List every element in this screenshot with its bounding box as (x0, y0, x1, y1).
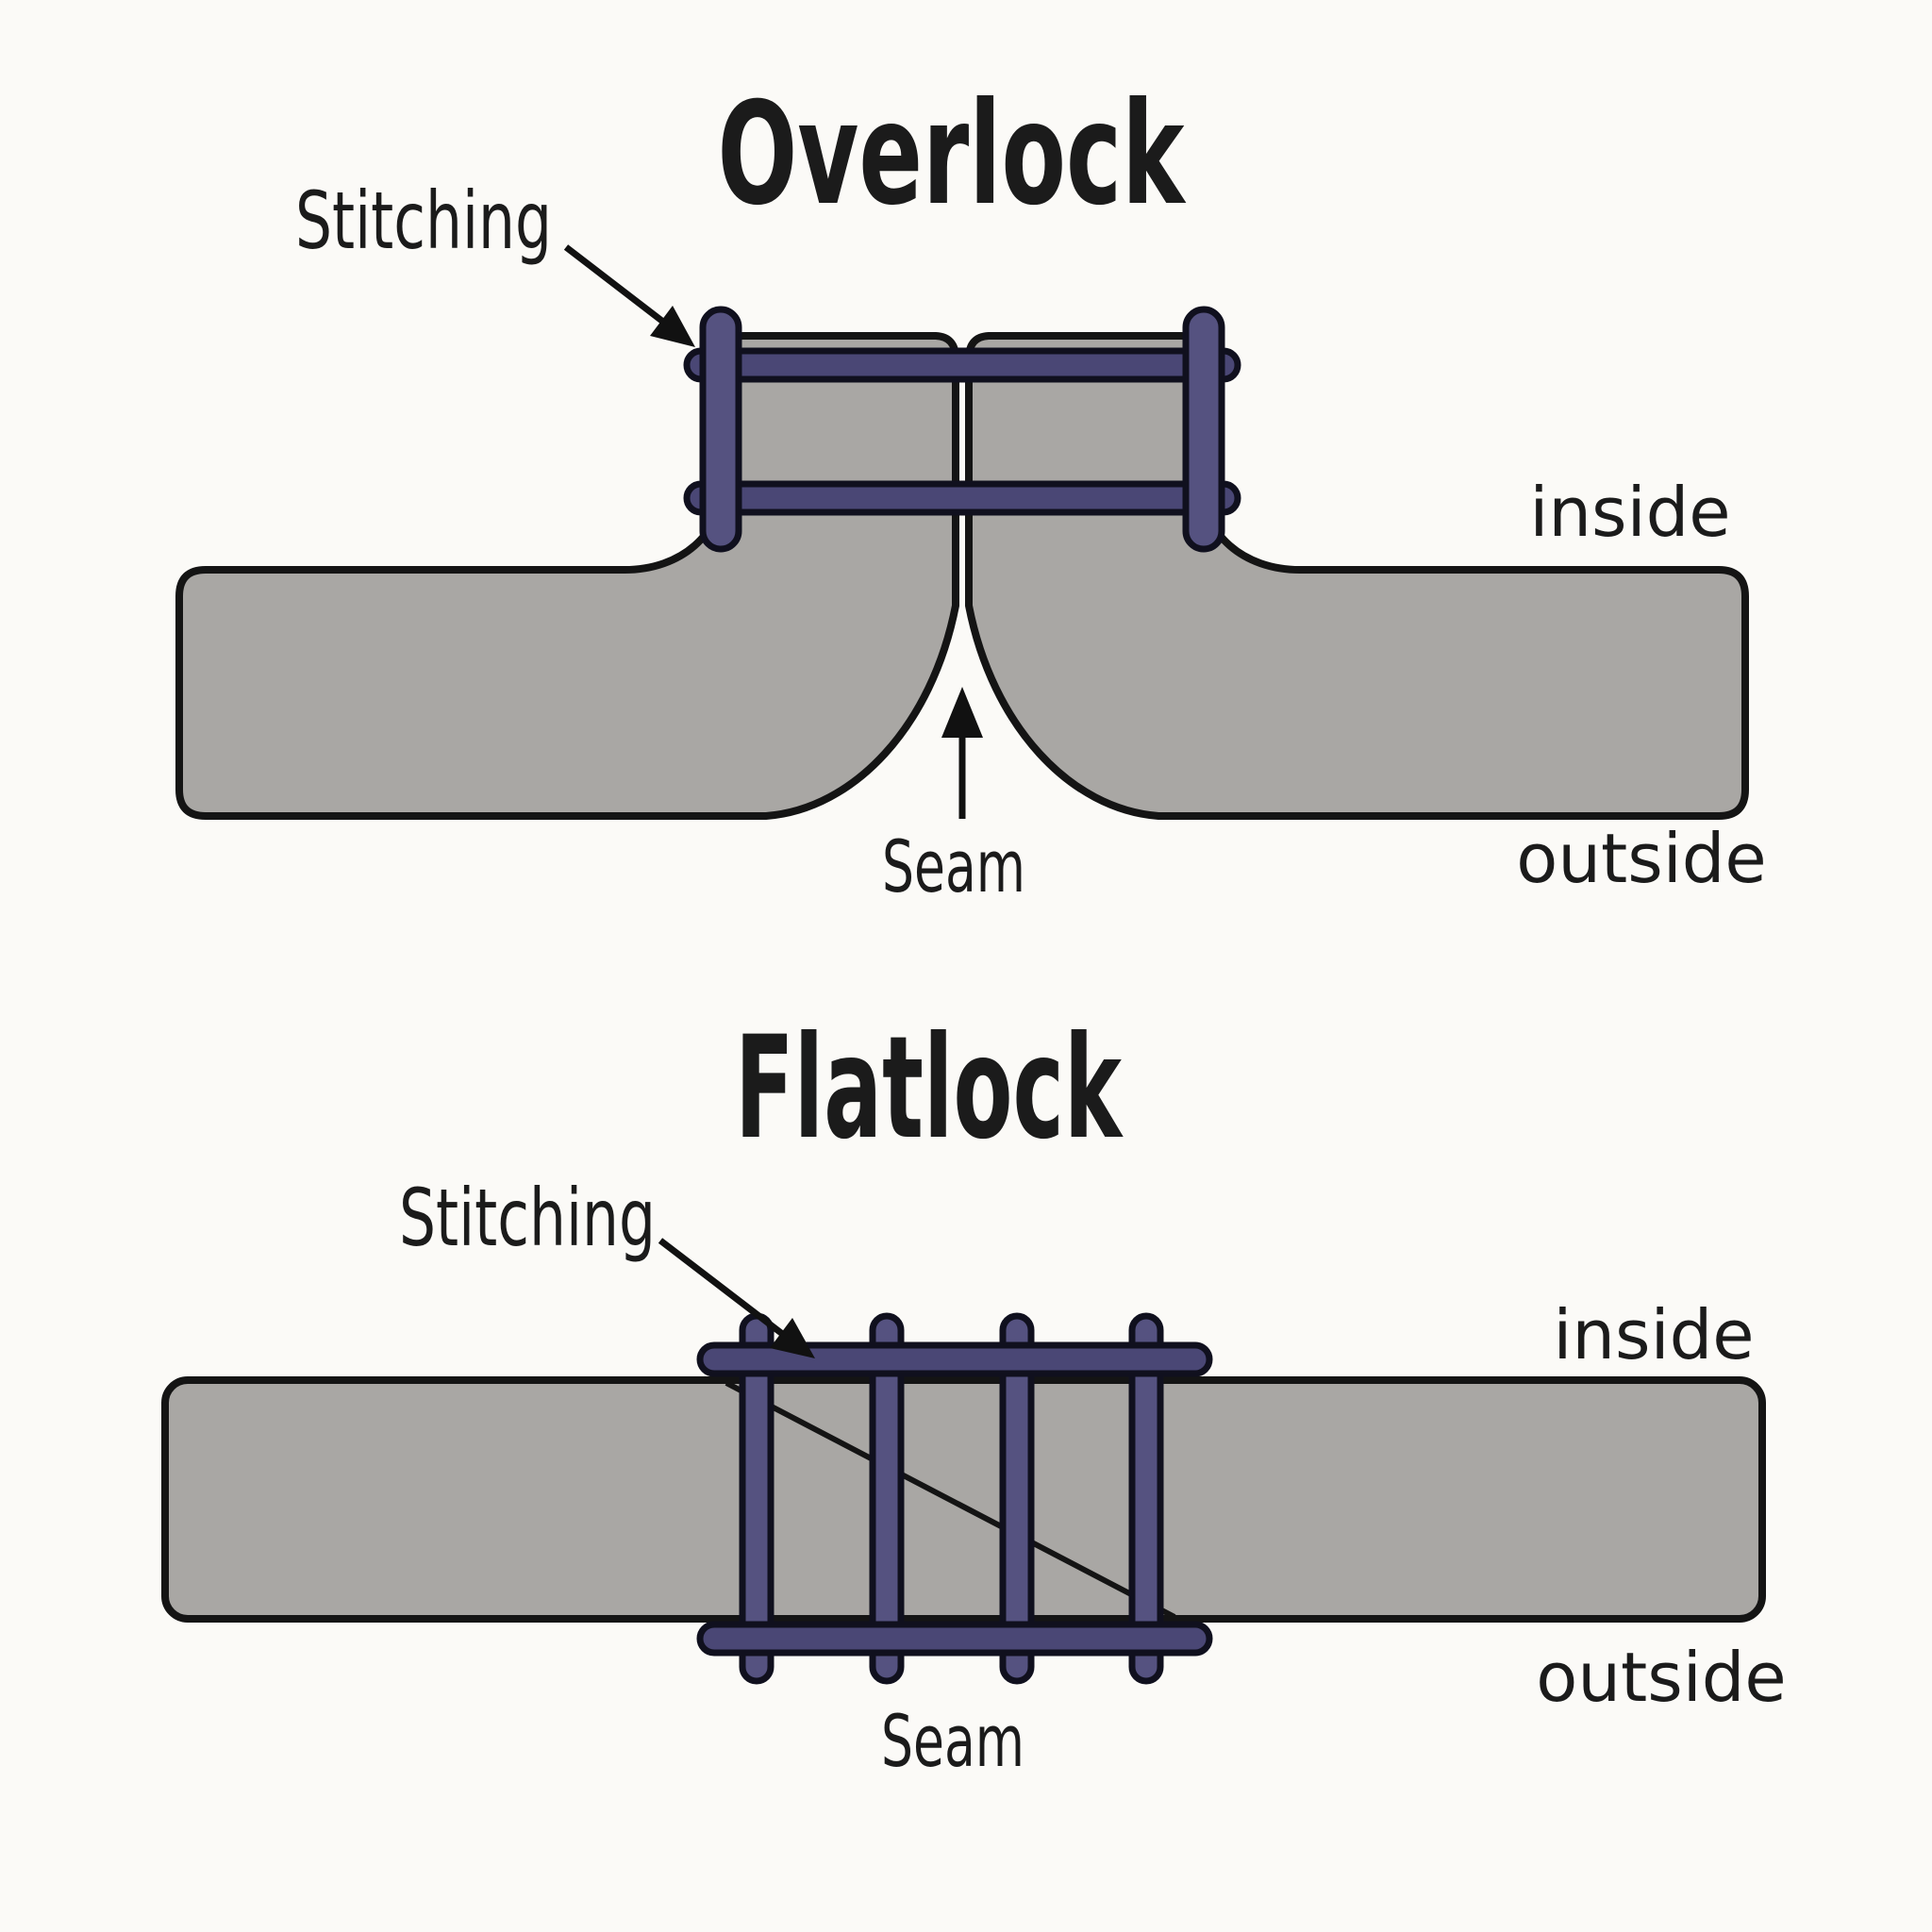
overlock-stitch-thread-bottom (687, 484, 1238, 512)
flatlock-seam-label: Seam (881, 1699, 1024, 1783)
overlock-stitch-thread-right (1186, 309, 1222, 549)
overlock-inside-label: inside (1529, 473, 1731, 552)
flatlock-stitching-label: Stitching (399, 1172, 656, 1264)
overlock-stitch-thread-top (687, 351, 1238, 379)
overlock-seam-label: Seam (882, 824, 1025, 908)
flatlock-title: Flatlock (735, 1007, 1124, 1171)
flatlock-stitch-thread-bottom (700, 1624, 1209, 1653)
flatlock-inside-label: inside (1553, 1295, 1755, 1374)
flatlock-outside-label: outside (1536, 1638, 1787, 1717)
overlock-stitch-thread-left (703, 309, 739, 549)
overlock-stitching-label: Stitching (295, 175, 552, 267)
overlock-outside-label: outside (1516, 819, 1767, 898)
overlock-title: Overlock (717, 73, 1187, 237)
flatlock-fabric-band (165, 1380, 1762, 1619)
